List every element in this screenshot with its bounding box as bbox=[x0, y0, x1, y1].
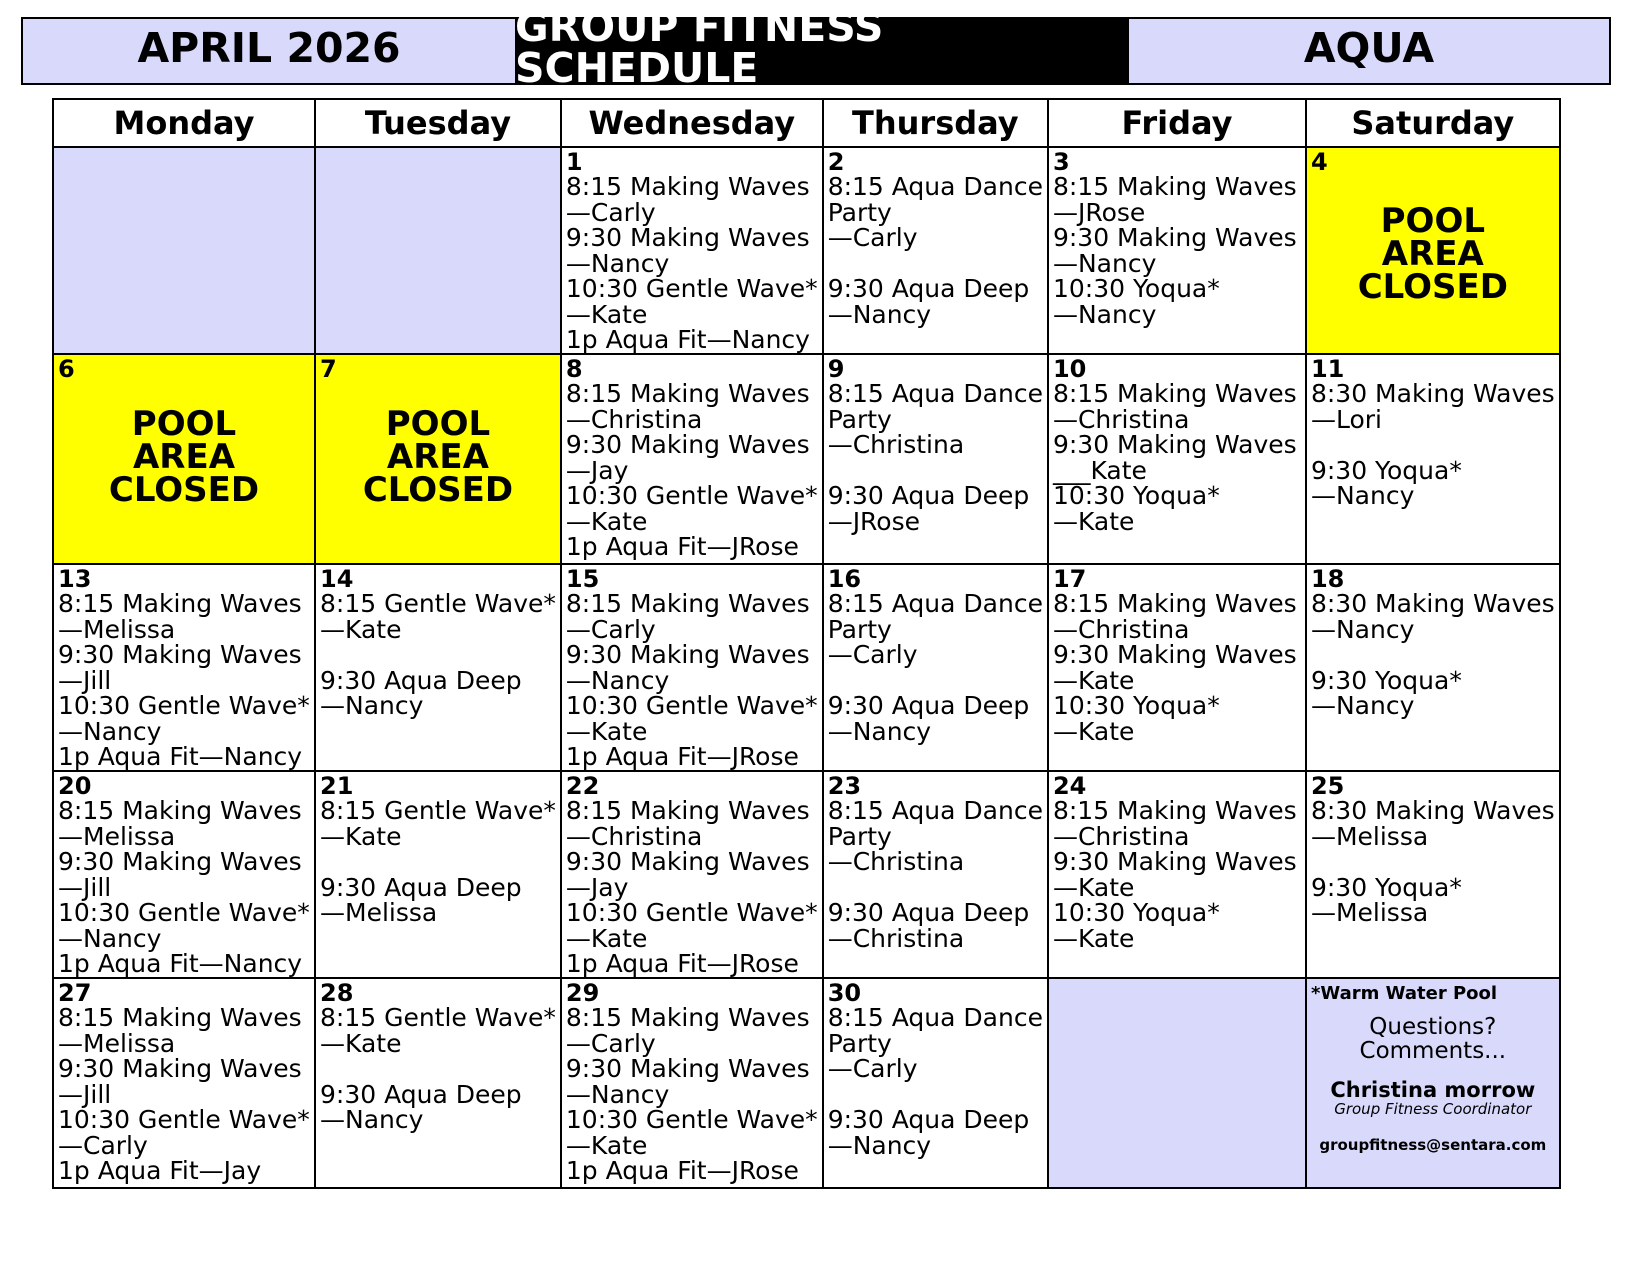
class-line: 9:30 Aqua Deep bbox=[827, 691, 1030, 720]
day-number: 14 bbox=[320, 565, 354, 593]
class-line bbox=[1311, 849, 1555, 875]
class-list bbox=[1053, 591, 1301, 744]
class-line: 9:30 Making Waves bbox=[565, 1054, 810, 1083]
class-line: —Nancy bbox=[1310, 614, 1415, 644]
day-number: 24 bbox=[1052, 772, 1087, 800]
closed-day-cell bbox=[315, 354, 561, 564]
class-line: —Nancy bbox=[827, 716, 932, 746]
class-line: 9:30 Aqua Deep bbox=[320, 665, 522, 695]
class-line: —Carly bbox=[827, 640, 918, 669]
day-number: 7 bbox=[320, 355, 337, 383]
day-number: 4 bbox=[1310, 148, 1328, 176]
class-line: 1p Aqua Fit—JRose bbox=[565, 949, 799, 978]
day-cell bbox=[1048, 771, 1306, 978]
day-number: 1 bbox=[565, 148, 583, 176]
class-line: 8:15 Making Waves bbox=[58, 589, 302, 618]
class-line: 9:30 Aqua Deep bbox=[827, 274, 1030, 303]
class-line: —Kate bbox=[565, 299, 648, 329]
class-line: 10:30 Yoqua* bbox=[1052, 898, 1220, 927]
class-line: —Carly bbox=[827, 1054, 918, 1083]
schedule-title: GROUP FITNESS SCHEDULE bbox=[515, 19, 1129, 83]
class-line: —JRose bbox=[827, 506, 921, 536]
class-line: 10:30 Gentle Wave* bbox=[565, 898, 818, 927]
class-line: —Carly bbox=[827, 223, 918, 252]
closed-text-line: CLOSED bbox=[362, 470, 514, 510]
closed-text-line: AREA bbox=[386, 437, 489, 477]
closed-day-cell bbox=[53, 354, 315, 564]
class-line: —Nancy bbox=[1310, 691, 1415, 720]
class-line: 9:30 Yoqua* bbox=[1310, 665, 1462, 695]
class-list bbox=[566, 591, 818, 770]
class-line: Party bbox=[827, 821, 892, 851]
class-list bbox=[828, 174, 1043, 327]
class-line bbox=[828, 458, 1043, 484]
class-list bbox=[1311, 591, 1555, 719]
class-line: —Nancy bbox=[827, 1130, 932, 1160]
weekday-header-row bbox=[53, 99, 1560, 147]
day-number: 8 bbox=[565, 355, 583, 383]
day-cell bbox=[561, 978, 823, 1188]
day-cell bbox=[823, 771, 1048, 978]
class-line: —Kate bbox=[1052, 665, 1135, 695]
class-line: —Nancy bbox=[58, 923, 162, 953]
day-number: 22 bbox=[565, 772, 600, 800]
class-line: —Kate bbox=[320, 821, 402, 851]
class-line: —Melissa bbox=[58, 821, 176, 851]
class-line: —Nancy bbox=[1052, 248, 1157, 278]
class-list bbox=[828, 798, 1043, 951]
class-line: —Jay bbox=[565, 872, 629, 902]
day-number: 10 bbox=[1052, 355, 1087, 383]
class-line: 9:30 Aqua Deep bbox=[827, 481, 1030, 510]
class-line: —Kate bbox=[565, 923, 648, 953]
day-number: 2 bbox=[827, 148, 845, 176]
class-line bbox=[320, 1056, 556, 1082]
class-line: Party bbox=[827, 1028, 892, 1058]
class-line: —Melissa bbox=[320, 898, 438, 927]
day-number: 25 bbox=[1310, 772, 1345, 800]
weekday-header: Thursday bbox=[823, 99, 1048, 147]
day-cell bbox=[1048, 354, 1306, 564]
weekday-header: Wednesday bbox=[561, 99, 823, 147]
day-cell bbox=[561, 147, 823, 354]
class-line: —Christina bbox=[1052, 614, 1190, 644]
class-line: —Kate bbox=[1052, 872, 1135, 902]
class-line: —Melissa bbox=[58, 1028, 176, 1058]
class-line: —Nancy bbox=[827, 299, 932, 329]
day-cell bbox=[315, 978, 561, 1188]
class-line: 9:30 Making Waves bbox=[565, 223, 810, 252]
day-cell bbox=[823, 564, 1048, 771]
class-line: —Jill bbox=[58, 872, 112, 902]
class-line: —Melissa bbox=[1310, 898, 1429, 927]
class-line: —Kate bbox=[565, 506, 648, 536]
class-line: 8:15 Making Waves bbox=[565, 172, 810, 201]
week-row bbox=[53, 771, 1560, 978]
contact-note-cell bbox=[1306, 978, 1560, 1188]
class-line: 1p Aqua Fit—JRose bbox=[565, 1156, 799, 1185]
class-line: —Christina bbox=[1052, 404, 1190, 434]
class-line: —Nancy bbox=[320, 691, 424, 720]
class-line: 10:30 Yoqua* bbox=[1052, 481, 1220, 510]
day-cell bbox=[315, 564, 561, 771]
class-line: 10:30 Gentle Wave* bbox=[565, 274, 818, 303]
day-cell bbox=[561, 564, 823, 771]
day-number: 30 bbox=[827, 979, 862, 1007]
warm-water-note: *Warm Water Pool bbox=[1310, 983, 1498, 1004]
weekday-header: Tuesday bbox=[315, 99, 561, 147]
class-line: 10:30 Gentle Wave* bbox=[58, 898, 310, 927]
class-line: 10:30 Yoqua* bbox=[1052, 691, 1220, 720]
day-number: 15 bbox=[565, 565, 600, 593]
class-line: 9:30 Yoqua* bbox=[1310, 455, 1462, 485]
class-line: 10:30 Gentle Wave* bbox=[565, 691, 818, 720]
class-list bbox=[566, 174, 818, 353]
day-cell bbox=[53, 771, 315, 978]
class-line: Party bbox=[827, 614, 892, 644]
class-line: —Carly bbox=[565, 1028, 656, 1058]
class-line: 8:30 Making Waves bbox=[1310, 379, 1555, 408]
class-line: 9:30 Making Waves bbox=[565, 430, 810, 459]
class-list bbox=[320, 591, 556, 719]
class-line: —Kate bbox=[320, 1028, 402, 1058]
week-row bbox=[53, 147, 1560, 354]
class-line bbox=[828, 875, 1043, 901]
month-label: APRIL 2026 bbox=[23, 19, 515, 83]
class-line: —Jay bbox=[565, 455, 629, 485]
class-line: 8:15 Making Waves bbox=[1052, 379, 1297, 408]
class-line: —Carly bbox=[565, 197, 656, 227]
class-line: 9:30 Aqua Deep bbox=[827, 898, 1030, 927]
class-line: —Christina bbox=[565, 821, 703, 851]
class-line: —Christina bbox=[565, 404, 703, 434]
class-line: —Lori bbox=[1310, 404, 1382, 434]
class-line: —Nancy bbox=[1310, 481, 1415, 510]
class-line: —Melissa bbox=[58, 614, 176, 644]
day-number: 3 bbox=[1052, 148, 1070, 176]
day-number: 6 bbox=[58, 355, 75, 383]
schedule-header bbox=[21, 3, 1611, 92]
class-line: 8:30 Making Waves bbox=[1310, 796, 1555, 825]
class-line: —Christina bbox=[827, 847, 965, 876]
class-line: —Kate bbox=[1052, 716, 1135, 746]
closed-day-cell bbox=[1306, 147, 1560, 354]
class-line: 9:30 Yoqua* bbox=[1310, 872, 1462, 902]
day-cell bbox=[1048, 147, 1306, 354]
class-line: 8:15 Making Waves bbox=[1052, 589, 1297, 618]
class-line: 8:15 Making Waves bbox=[1052, 172, 1297, 201]
closed-text-line: POOL bbox=[1380, 201, 1486, 241]
empty-day-cell bbox=[315, 147, 561, 354]
class-line: 8:15 Aqua Dance bbox=[827, 589, 1043, 618]
day-number: 16 bbox=[827, 565, 862, 593]
class-line: 1p Aqua Fit—Jay bbox=[58, 1156, 262, 1185]
class-list bbox=[566, 798, 818, 977]
class-line: —Carly bbox=[58, 1130, 148, 1160]
class-line: —Christina bbox=[1052, 821, 1190, 851]
class-list bbox=[828, 591, 1043, 744]
closed-text-line: CLOSED bbox=[1357, 267, 1508, 307]
class-line: 9:30 Aqua Deep bbox=[827, 1105, 1030, 1134]
class-list bbox=[566, 1005, 818, 1184]
class-line: 8:30 Making Waves bbox=[1310, 589, 1555, 618]
class-line: —Nancy bbox=[565, 248, 670, 278]
class-line: ___Kate bbox=[1052, 455, 1147, 485]
empty-day-cell bbox=[1048, 978, 1306, 1188]
class-line: 8:15 Gentle Wave* bbox=[320, 1003, 556, 1032]
pool-closed-notice bbox=[320, 404, 556, 510]
pool-closed-notice bbox=[1311, 201, 1555, 307]
class-line: 9:30 Making Waves bbox=[58, 640, 302, 669]
class-line: 8:15 Making Waves bbox=[1052, 796, 1297, 825]
class-line: 8:15 Aqua Dance bbox=[827, 796, 1043, 825]
closed-text-line: AREA bbox=[132, 437, 236, 477]
class-line: 10:30 Yoqua* bbox=[1052, 274, 1220, 303]
class-line bbox=[828, 251, 1043, 277]
class-line bbox=[828, 668, 1043, 694]
class-list bbox=[1311, 381, 1555, 509]
contact-email[interactable]: groupfitness@sentara.com bbox=[1319, 1136, 1547, 1154]
class-line: —Kate bbox=[565, 1130, 648, 1160]
class-line: 9:30 Making Waves bbox=[565, 640, 810, 669]
class-line: —Jill bbox=[58, 1079, 112, 1109]
class-line: —Nancy bbox=[565, 665, 670, 695]
class-line: 8:15 Gentle Wave* bbox=[320, 589, 556, 618]
class-line: 8:15 Making Waves bbox=[565, 796, 810, 825]
day-number: 23 bbox=[827, 772, 862, 800]
class-line: —Carly bbox=[565, 614, 656, 644]
class-line: —Kate bbox=[1052, 506, 1135, 536]
day-cell bbox=[561, 771, 823, 978]
class-list bbox=[58, 798, 310, 977]
class-line: 9:30 Making Waves bbox=[1052, 430, 1297, 459]
class-line: 1p Aqua Fit—Nancy bbox=[565, 325, 810, 354]
class-line: 9:30 Aqua Deep bbox=[320, 872, 522, 902]
class-list bbox=[1053, 381, 1301, 534]
class-line: 10:30 Gentle Wave* bbox=[58, 691, 310, 720]
week-row bbox=[53, 564, 1560, 771]
class-line bbox=[828, 1082, 1043, 1108]
day-number: 21 bbox=[320, 772, 354, 800]
class-line: 9:30 Making Waves bbox=[565, 847, 810, 876]
day-cell bbox=[561, 354, 823, 564]
class-line: 9:30 Making Waves bbox=[58, 1054, 302, 1083]
class-line: 9:30 Making Waves bbox=[1052, 640, 1297, 669]
closed-text-line: AREA bbox=[1381, 234, 1484, 274]
class-line: —Christina bbox=[827, 923, 965, 953]
class-line: —Kate bbox=[1052, 923, 1135, 953]
class-line: 10:30 Gentle Wave* bbox=[58, 1105, 310, 1134]
day-cell bbox=[1306, 771, 1560, 978]
class-list bbox=[320, 1005, 556, 1133]
week-row bbox=[53, 354, 1560, 564]
class-line: —Christina bbox=[827, 430, 965, 459]
day-number: 17 bbox=[1052, 565, 1087, 593]
class-line: 8:15 Making Waves bbox=[565, 1003, 810, 1032]
class-line: Party bbox=[827, 404, 892, 434]
class-line: —Nancy bbox=[565, 1079, 670, 1109]
class-line: 1p Aqua Fit—Nancy bbox=[58, 742, 303, 771]
weekday-header: Friday bbox=[1048, 99, 1306, 147]
class-list bbox=[828, 1005, 1043, 1158]
class-list bbox=[566, 381, 818, 560]
day-number: 13 bbox=[58, 565, 92, 593]
class-line: —Melissa bbox=[1310, 821, 1429, 851]
week-row bbox=[53, 978, 1560, 1188]
class-line bbox=[1311, 432, 1555, 458]
day-cell bbox=[53, 978, 315, 1188]
day-number: 27 bbox=[58, 979, 92, 1007]
class-line: 8:15 Aqua Dance bbox=[827, 172, 1043, 201]
class-line bbox=[320, 849, 556, 875]
class-line bbox=[320, 642, 556, 668]
class-line: Party bbox=[827, 197, 892, 227]
class-line: 1p Aqua Fit—JRose bbox=[565, 532, 799, 561]
class-line: —Nancy bbox=[1052, 299, 1157, 329]
class-line: —Jill bbox=[58, 665, 112, 695]
class-list bbox=[320, 798, 556, 926]
category-label: AQUA bbox=[1129, 19, 1609, 83]
class-line: —JRose bbox=[1052, 197, 1146, 227]
class-line: 10:30 Gentle Wave* bbox=[565, 481, 818, 510]
weekday-header: Monday bbox=[53, 99, 315, 147]
closed-text-line: POOL bbox=[131, 404, 237, 444]
day-cell bbox=[1306, 354, 1560, 564]
class-list bbox=[1053, 174, 1301, 327]
class-line: —Nancy bbox=[58, 716, 162, 746]
class-line: 1p Aqua Fit—JRose bbox=[565, 742, 799, 771]
day-number: 29 bbox=[565, 979, 600, 1007]
class-line: 8:15 Aqua Dance bbox=[827, 379, 1043, 408]
day-cell bbox=[823, 147, 1048, 354]
day-cell bbox=[823, 354, 1048, 564]
class-line: 8:15 Making Waves bbox=[58, 1003, 302, 1032]
questions-label: Questions? bbox=[1369, 1014, 1497, 1040]
day-cell bbox=[53, 564, 315, 771]
day-number: 9 bbox=[827, 355, 845, 383]
day-cell bbox=[823, 978, 1048, 1188]
comments-label: Comments... bbox=[1359, 1038, 1507, 1064]
class-line: 8:15 Making Waves bbox=[58, 796, 302, 825]
day-cell bbox=[315, 771, 561, 978]
coordinator-name: Christina morrow bbox=[1330, 1078, 1536, 1102]
closed-text-line: CLOSED bbox=[108, 470, 260, 510]
class-list bbox=[58, 591, 310, 770]
class-line: —Kate bbox=[565, 716, 648, 746]
day-number: 11 bbox=[1310, 355, 1345, 383]
class-line: 8:15 Aqua Dance bbox=[827, 1003, 1043, 1032]
class-line: 10:30 Gentle Wave* bbox=[565, 1105, 818, 1134]
class-list bbox=[58, 1005, 310, 1184]
class-line: 9:30 Making Waves bbox=[1052, 847, 1297, 876]
class-line: 1p Aqua Fit—Nancy bbox=[58, 949, 303, 978]
empty-day-cell bbox=[53, 147, 315, 354]
calendar-grid bbox=[52, 98, 1561, 1189]
class-line: 8:15 Making Waves bbox=[565, 589, 810, 618]
class-list bbox=[828, 381, 1043, 534]
class-line: 9:30 Aqua Deep bbox=[320, 1079, 522, 1109]
day-number: 28 bbox=[320, 979, 354, 1007]
class-list bbox=[1311, 798, 1555, 926]
pool-closed-notice bbox=[58, 404, 310, 510]
weekday-header: Saturday bbox=[1306, 99, 1560, 147]
closed-text-line: POOL bbox=[385, 404, 491, 444]
class-line: 9:30 Making Waves bbox=[1052, 223, 1297, 252]
class-list bbox=[1053, 798, 1301, 951]
class-line: —Kate bbox=[320, 614, 402, 644]
day-cell bbox=[1048, 564, 1306, 771]
class-line bbox=[1311, 642, 1555, 668]
day-number: 18 bbox=[1310, 565, 1345, 593]
class-line: 8:15 Making Waves bbox=[565, 379, 810, 408]
class-line: 8:15 Gentle Wave* bbox=[320, 796, 556, 825]
day-number: 20 bbox=[58, 772, 92, 800]
coordinator-role: Group Fitness Coordinator bbox=[1334, 1100, 1532, 1118]
class-line: 9:30 Making Waves bbox=[58, 847, 302, 876]
day-cell bbox=[1306, 564, 1560, 771]
class-line: —Nancy bbox=[320, 1105, 424, 1134]
